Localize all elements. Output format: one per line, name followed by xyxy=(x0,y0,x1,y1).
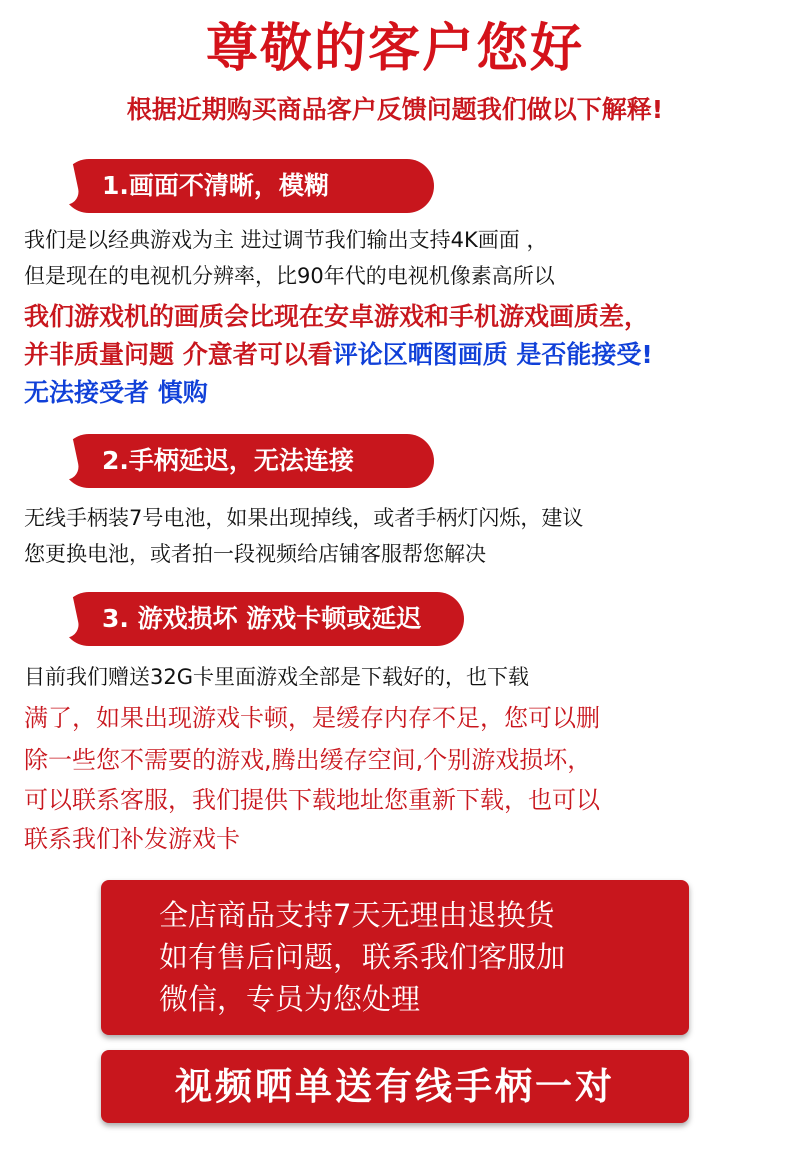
section-2-line-1: 无线手柄装7号电池，如果出现掉线，或者手柄灯闪烁，建议 xyxy=(24,506,584,530)
page-subtitle: 根据近期购买商品客户反馈问题我们做以下解释! xyxy=(126,95,664,124)
promo-text: 视频晒单送有线手柄一对 xyxy=(175,1065,615,1108)
notice-line-1: 全店商品支持7天无理由退换货 xyxy=(159,898,555,932)
notice-line-3: 微信，专员为您处理 xyxy=(159,982,421,1016)
section-heading-label: 3. 游戏损坏 游戏卡顿或延迟 xyxy=(102,604,422,633)
section-3-line-4: 可以联系客服，我们提供下载地址您重新下载，也可以 xyxy=(24,786,600,814)
section-heading-3 xyxy=(62,592,464,646)
review-hint: 评论区晒图画质 是否能接受! xyxy=(332,340,653,369)
notice-line-2: 如有售后问题，联系我们客服加 xyxy=(159,940,566,974)
section-3-line-1: 目前我们赠送32G卡里面游戏全部是下载好的，也下载 xyxy=(24,665,529,689)
promo-banner xyxy=(101,1050,689,1123)
page-title: 尊敬的客户您好 xyxy=(205,19,584,79)
section-1-line-3: 我们游戏机的画质会比现在安卓游戏和手机游戏画质差， xyxy=(24,302,650,331)
section-1-line-2: 但是现在的电视机分辨率，比90年代的电视机像素高所以 xyxy=(24,264,555,288)
section-1-line-1: 我们是以经典游戏为主 进过调节我们输出支持4K画面 ， xyxy=(24,228,548,252)
section-heading-label: 1.画面不清晰，模糊 xyxy=(102,171,329,200)
section-2-line-2: 您更换电池，或者拍一段视频给店铺客服帮您解决 xyxy=(24,542,486,566)
section-3-line-5: 联系我们补发游戏卡 xyxy=(24,825,240,853)
notice-text: 并非质量问题 介意者可以看 xyxy=(24,340,333,369)
section-heading-1 xyxy=(62,159,434,213)
section-heading-label: 2.手柄延迟，无法连接 xyxy=(102,446,354,475)
after-sales-notice-box xyxy=(101,880,689,1035)
section-heading-2 xyxy=(62,434,434,488)
section-3-line-3: 除一些您不需要的游戏,腾出缓存空间,个别游戏损坏， xyxy=(24,746,592,774)
section-1-line-5: 无法接受者 慎购 xyxy=(24,378,208,407)
section-1-line-4 xyxy=(24,337,653,373)
section-3-line-2: 满了，如果出现游戏卡顿，是缓存内存不足，您可以删 xyxy=(24,704,600,732)
